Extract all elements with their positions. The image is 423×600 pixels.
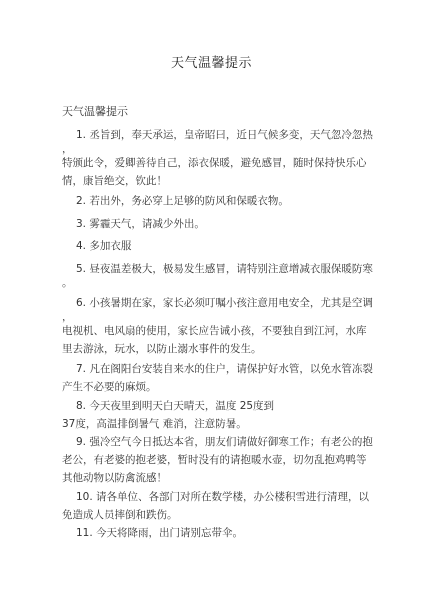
tip-item-1 [62, 126, 382, 190]
tip-item-11 [62, 524, 382, 542]
tip-line: 。 [62, 277, 73, 289]
tip-line: 1. 丞旨到，奉天承运，皇帝昭曰，近日气候多变，天气忽冷忽热 [76, 129, 373, 141]
tip-line: ， [62, 311, 73, 323]
tip-line: 电视机、电风扇的使用，家长应告诫小孩，不要独自到江河，水库 [62, 325, 367, 337]
tip-line: 4. 多加衣服 [76, 240, 132, 252]
tip-line: 免造成人员摔倒和跌伤。 [62, 509, 178, 521]
tip-line: 特颁此令，爱卿善待自己，添衣保暖，避免感冒，随时保持快乐心 [62, 157, 367, 169]
tip-line: 7. 凡在阁阳台安装自来水的住户，请保护好水管，以免水管冻裂 [76, 363, 373, 375]
tip-line: 产生不必要的麻烦。 [62, 381, 157, 393]
tip-item-3 [62, 215, 382, 233]
tip-line: 其他动物以防禽流感！ [62, 472, 167, 484]
tip-line: 里去游泳，玩水，以防止溺水事件的发生。 [62, 343, 262, 355]
tip-item-5 [62, 260, 382, 288]
tip-line: ， [62, 143, 73, 155]
tip-line: 11. 今天将降雨，出门请别忘带伞。 [76, 527, 244, 539]
tip-line: 9. 强冷空气今日抵达本省，朋友们请做好御寒工作；有老公的抱 [76, 436, 373, 448]
section-subtitle: 天气温馨提示 [62, 105, 128, 118]
tip-line: 10. 请各单位、各部门对所在数学楼，办公楼积雪进行清理，以 [76, 491, 370, 503]
tip-item-8 [62, 397, 382, 433]
tip-line: 情，康旨绝交，钦此！ [62, 175, 167, 187]
tip-item-7 [62, 360, 382, 396]
tip-item-6 [62, 294, 382, 358]
tip-item-9 [62, 433, 382, 487]
tip-line: 老公，有老婆的抱老婆，暂时没有的请抱暖水壶，切勿乱抱鸡鸭等 [62, 454, 367, 466]
tip-item-2 [62, 192, 382, 210]
tip-item-4 [62, 237, 382, 255]
tip-line: 3. 雾霾天气，请减少外出。 [76, 218, 205, 230]
tip-line: 5. 昼夜温差极大，极易发生感冒，请特别注意增减衣服保暖防寒 [76, 263, 373, 275]
tip-line: 6. 小孩暑期在家，家长必须叮嘱小孩注意用电安全，尤其是空调 [76, 297, 373, 309]
tip-line: 2. 若出外，务必穿上足够的防风和保暖衣物。 [76, 195, 289, 207]
tip-line: 37度，高温排倒暑气 难消，注意防暑。 [62, 418, 247, 430]
tip-line: 8. 今天夜里到明天白天晴天，温度 25度到 [76, 400, 275, 412]
tip-item-10 [62, 488, 382, 524]
page-title: 天气温馨提示 [170, 56, 252, 71]
